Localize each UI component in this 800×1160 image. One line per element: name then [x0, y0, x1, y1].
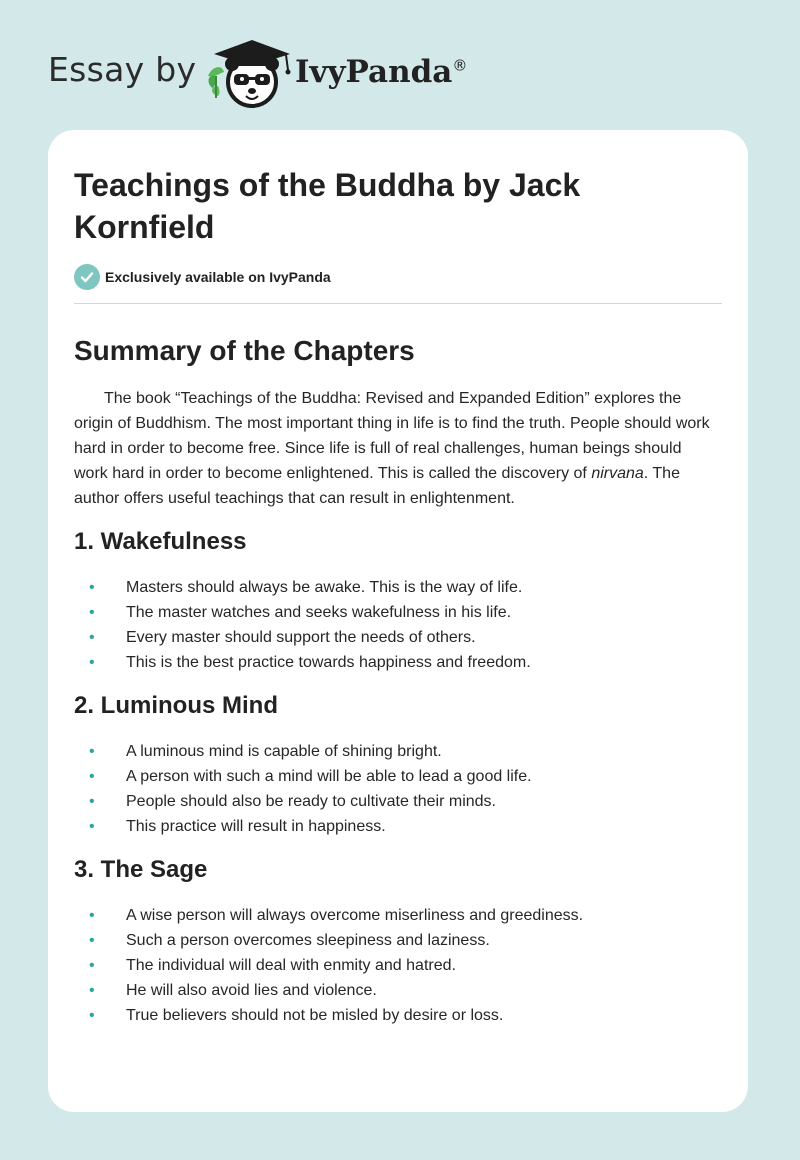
bullet-list-luminous-mind: [74, 739, 714, 839]
bullet-dot-icon: •: [89, 907, 95, 924]
list-item: • This is the best practice towards happiness and freedom.: [74, 650, 714, 675]
subsection-heading-wakefulness: 1. Wakefulness: [74, 528, 247, 555]
bullet-list-the-sage: [74, 903, 714, 1028]
checkmark-icon: [74, 264, 100, 290]
bullet-dot-icon: •: [89, 818, 95, 835]
essay-by-label: Essay by: [48, 50, 197, 89]
article-body: [74, 322, 714, 1038]
page-title: Teachings of the Buddha by Jack Kornfield: [74, 167, 581, 245]
bullet-dot-icon: •: [89, 932, 95, 949]
site-header: [48, 36, 508, 110]
bullet-dot-icon: •: [89, 743, 95, 760]
section-heading: Summary of the Chapters: [74, 335, 415, 366]
bullet-dot-icon: •: [89, 629, 95, 646]
subsection-heading-the-sage: 3. The Sage: [74, 856, 208, 883]
list-item: • Masters should always be awake. This is the way of life.: [74, 575, 714, 600]
bullet-dot-icon: •: [89, 957, 95, 974]
list-item: • True believers should not be misled by desire or loss.: [74, 1003, 714, 1028]
exclusive-badge-text: Exclusively available on IvyPanda: [105, 269, 331, 285]
list-item: • Every master should support the needs of others.: [74, 625, 714, 650]
intro-paragraph: The book “Teachings of the Buddha: Revised and Expanded Edition” explores the origin of Buddhism. The most important thing in life is to find the truth. People should work hard in order to become free. Since life is full of real challenges, human beings should work hard in order to become enlightened. This is called the discovery of nirvana. The author offers useful teachings that can result in enlightenment.: [74, 390, 710, 507]
list-item: • This practice will result in happiness.: [74, 814, 714, 839]
bullet-list-wakefulness: [74, 575, 714, 675]
bullet-dot-icon: •: [89, 579, 95, 596]
exclusive-badge: [74, 263, 331, 291]
bullet-dot-icon: •: [89, 793, 95, 810]
bullet-dot-icon: •: [89, 982, 95, 999]
list-item: • Such a person overcomes sleepiness and laziness.: [74, 928, 714, 953]
panda-graduation-cap-icon[interactable]: [202, 36, 296, 110]
bullet-dot-icon: •: [89, 768, 95, 785]
bullet-dot-icon: •: [89, 1007, 95, 1024]
title-divider: [74, 303, 722, 304]
list-item: • A luminous mind is capable of shining bright.: [74, 739, 714, 764]
list-item: • A wise person will always overcome miserliness and greediness.: [74, 903, 714, 928]
bullet-dot-icon: •: [89, 654, 95, 671]
list-item: • People should also be ready to cultivate their minds.: [74, 789, 714, 814]
brand-name[interactable]: IvyPanda®: [295, 54, 468, 90]
list-item: • The master watches and seeks wakefulness in his life.: [74, 600, 714, 625]
list-item: • The individual will deal with enmity and hatred.: [74, 953, 714, 978]
list-item: • He will also avoid lies and violence.: [74, 978, 714, 1003]
list-item: • A person with such a mind will be able to lead a good life.: [74, 764, 714, 789]
bullet-dot-icon: •: [89, 604, 95, 621]
article-card: [48, 130, 748, 1112]
nirvana-term: nirvana: [591, 465, 644, 482]
subsection-heading-luminous-mind: 2. Luminous Mind: [74, 692, 278, 719]
registered-mark: ®: [452, 56, 468, 75]
